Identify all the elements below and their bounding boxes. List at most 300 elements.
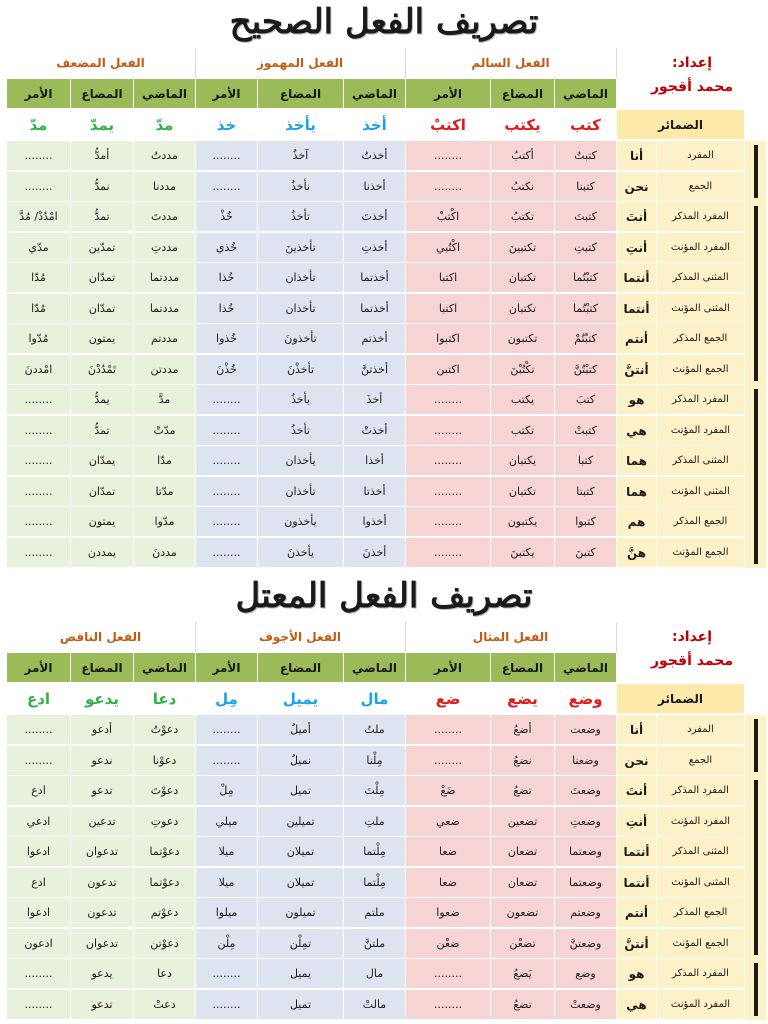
conjugation-cell: مددتم — [133, 324, 195, 354]
pronoun: أنتما — [616, 294, 656, 324]
verb-form: دعا — [133, 684, 195, 714]
conjugation-cell: تضعُ — [490, 776, 554, 806]
tense-header: الماضي — [133, 79, 195, 109]
person-side-strip — [744, 141, 766, 568]
conjugation-cell: ........ — [405, 416, 490, 446]
conjugation-cell: خُذوا — [195, 324, 257, 354]
conjugation-cell: اكتبا — [405, 263, 490, 293]
conjugation-cell: دعا — [133, 959, 195, 989]
conjugation-cell: ........ — [6, 446, 70, 476]
conjugation-cell: أخذتم — [343, 324, 405, 354]
conjugation-cell: مددتما — [133, 263, 195, 293]
conjugation-cell: مدّتا — [133, 477, 195, 507]
conjugation-cell: أخذتنَّ — [343, 355, 405, 385]
conjugation-cell: مدّا — [133, 446, 195, 476]
conjugation-cell: ........ — [405, 990, 490, 1020]
conjugation-cell: تميل — [257, 776, 343, 806]
pronoun: نحن — [616, 746, 656, 776]
conjugation-cell: نأخذُ — [257, 172, 343, 202]
table-row — [6, 141, 766, 171]
conjugation-cell: تأخذْنَ — [257, 355, 343, 385]
conjugation-cell: أخذتْ — [343, 416, 405, 446]
pronoun-description: الجمع المذكر — [656, 898, 744, 928]
section-title: الفعل الناقص — [6, 622, 196, 652]
conjugation-cell: مددتن — [133, 355, 195, 385]
table-row — [6, 507, 766, 537]
conjugation-cell: ........ — [195, 477, 257, 507]
conjugation-cell: تكتب — [490, 416, 554, 446]
table-row — [6, 959, 766, 989]
conjugation-cell: ........ — [405, 715, 490, 745]
conjugation-cell: تأخذونَ — [257, 324, 343, 354]
conjugation-cell: ميلي — [195, 807, 257, 837]
conjugation-cell: ادعوا — [6, 837, 70, 867]
conjugation-cell: ........ — [6, 959, 70, 989]
conjugation-cell: تكتبان — [490, 477, 554, 507]
conjugation-cell: تمدّان — [70, 477, 133, 507]
pronoun: أنتِ — [616, 233, 656, 263]
table-row — [6, 385, 766, 415]
pronoun: أنتما — [616, 837, 656, 867]
pronoun-description: المفرد المؤنث — [656, 807, 744, 837]
conjugation-cell: ........ — [6, 538, 70, 568]
conjugation-cell: ميلا — [195, 837, 257, 867]
table-row — [6, 324, 766, 354]
table-row — [6, 355, 766, 385]
table-row — [6, 837, 766, 867]
tense-header-row — [6, 653, 766, 683]
prepared-by-label: إعداد: — [671, 629, 713, 645]
conjugation-cell: مُدّا — [6, 294, 70, 324]
conjugation-cell: تمدّان — [70, 263, 133, 293]
section-title: الفعل المهموز — [195, 48, 406, 78]
pronoun: أنتما — [616, 263, 656, 293]
conjugation-cell: مُدّوا — [6, 324, 70, 354]
verb-form: يمدّ — [70, 110, 133, 140]
conjugation-cell: دعوْتَ — [133, 776, 195, 806]
conjugation-cell: تميلان — [257, 837, 343, 867]
pronoun-description: المفرد المؤنث — [656, 233, 744, 263]
conjugation-cell: يكتب — [490, 385, 554, 415]
conjugation-cell: نضعُ — [490, 746, 554, 776]
verb-form: اكتبْ — [405, 110, 490, 140]
conjugation-cell: ........ — [195, 416, 257, 446]
conjugation-cell: ادعي — [6, 807, 70, 837]
table-row — [6, 172, 766, 202]
tense-header: المضاع — [257, 653, 343, 683]
pronoun-description: الجمع المذكر — [656, 324, 744, 354]
conjugation-cell: مُدّا — [6, 263, 70, 293]
conjugation-cell: تدعو — [70, 990, 133, 1020]
pronoun-description: الجمع المؤنث — [656, 929, 744, 959]
conjugation-cell: مالتْ — [343, 990, 405, 1020]
conjugation-cell: ........ — [195, 715, 257, 745]
pronoun-description: المفرد المؤنث — [656, 416, 744, 446]
conjugation-cell: تميلين — [257, 807, 343, 837]
conjugation-cell: ضعا — [405, 837, 490, 867]
pronoun-description: المفرد — [656, 141, 744, 171]
conjugation-cell: يمتون — [70, 324, 133, 354]
conjugation-cell: وضعتما — [554, 837, 616, 867]
verb-form: يميل — [257, 684, 343, 714]
conjugation-cell: ........ — [6, 172, 70, 202]
verb-form: مدّ — [6, 110, 70, 140]
conjugation-cell: دعوْتُ — [133, 715, 195, 745]
conjugation-cell: ........ — [195, 990, 257, 1020]
conjugation-cell: ميلا — [195, 868, 257, 898]
person-group-bar — [754, 206, 758, 381]
conjugation-cell: مِلْتَ — [343, 776, 405, 806]
pronoun: هي — [616, 416, 656, 446]
conjugation-cell: نمدُّ — [70, 172, 133, 202]
pronoun-description: الجمع المؤنث — [656, 355, 744, 385]
conjugation-cell: دعوْتن — [133, 929, 195, 959]
conjugation-cell: ادع — [6, 776, 70, 806]
conjugation-cell: وضعنا — [554, 746, 616, 776]
conjugation-cell: خُذْنَ — [195, 355, 257, 385]
conjugation-cell: امْددنَ — [6, 355, 70, 385]
table-row — [6, 263, 766, 293]
conjugation-cell: مِلْتما — [343, 868, 405, 898]
conjugation-cell: تدعون — [70, 898, 133, 928]
pronoun: أنا — [616, 141, 656, 171]
conjugation-cell: يكتبنَ — [490, 538, 554, 568]
conjugation-cell: تمدّين — [70, 233, 133, 263]
table-row — [6, 868, 766, 898]
conjugation-cell: أميلُ — [257, 715, 343, 745]
conjugation-cell: تكتبان — [490, 263, 554, 293]
conjugation-cell: يأخذان — [257, 446, 343, 476]
conjugation-cell: مِلْنا — [343, 746, 405, 776]
verb-form: مِل — [195, 684, 257, 714]
conjugation-cell: ملتم — [343, 898, 405, 928]
conjugation-cell: يدعو — [70, 959, 133, 989]
pronoun-description: المفرد — [656, 715, 744, 745]
conjugation-cell: يأخذون — [257, 507, 343, 537]
conjugation-cell: اكْتبْ — [405, 202, 490, 232]
conjugation-cell: تأخذينَ — [257, 233, 343, 263]
conjugation-cell: ........ — [405, 385, 490, 415]
conjugation-cell: تمِلْن — [257, 929, 343, 959]
person-group-bar — [754, 389, 758, 564]
pronoun-description: المثنى المؤنث — [656, 477, 744, 507]
conjugation-cell: مدَّ — [133, 385, 195, 415]
tense-header: الأمر — [405, 79, 490, 109]
conjugation-cell: يمتون — [70, 507, 133, 537]
conjugation-cell: يكتبان — [490, 446, 554, 476]
pronoun: أنتَ — [616, 202, 656, 232]
table-row — [6, 538, 766, 568]
conjugation-cell: مِلْتما — [343, 837, 405, 867]
conjugation-cell: تكتبينَ — [490, 233, 554, 263]
pronoun: أنتما — [616, 868, 656, 898]
verb-form: يأخذ — [257, 110, 343, 140]
conjugation-cell: ضعي — [405, 807, 490, 837]
conjugation-cell: وضعتْ — [554, 990, 616, 1020]
prepared-by-label: إعداد: — [671, 55, 713, 71]
conjugation-cell: تضعْن — [490, 929, 554, 959]
conjugation-cell: خُذْ — [195, 202, 257, 232]
verb-form: خذ — [195, 110, 257, 140]
pronoun-description: المثنى المؤنث — [656, 294, 744, 324]
conjugation-cell: ملتِ — [343, 807, 405, 837]
table-row — [6, 233, 766, 263]
conjugation-cell: وضعت — [554, 715, 616, 745]
conjugation-cell: تمدّان — [70, 294, 133, 324]
conjugation-cell: تدعوان — [70, 837, 133, 867]
conjugation-cell: دعوْنا — [133, 746, 195, 776]
tense-header: الماضي — [133, 653, 195, 683]
conjugation-cell: اكتبا — [405, 294, 490, 324]
conjugation-cell: أخذتما — [343, 263, 405, 293]
conjugation-cell: ........ — [6, 746, 70, 776]
author-name: محمد أقجور — [651, 653, 733, 669]
table-row — [6, 746, 766, 776]
conjugation-cell: أخذوا — [343, 507, 405, 537]
pronoun: نحن — [616, 172, 656, 202]
pronouns-header: الضمائر — [616, 110, 744, 140]
verb-form: ضع — [405, 684, 490, 714]
conjugation-cell: مِلْن — [195, 929, 257, 959]
conjugation-cell: اكتبوا — [405, 324, 490, 354]
pronoun: أنتِ — [616, 807, 656, 837]
conjugation-cell: دعتْ — [133, 990, 195, 1020]
table-row — [6, 898, 766, 928]
conjugation-cell: أخذنَ — [343, 538, 405, 568]
conjugation-cell: تميلون — [257, 898, 343, 928]
conjugation-cell: أضعُ — [490, 715, 554, 745]
conjugation-cell: نكتبُ — [490, 172, 554, 202]
conjugation-cell: مددتِ — [133, 233, 195, 263]
conjugation-cell: ........ — [405, 477, 490, 507]
conjugation-cell: أخذتُ — [343, 141, 405, 171]
table-row — [6, 929, 766, 959]
verb-form: أخذ — [343, 110, 405, 140]
conjugation-cell: تأخذُ — [257, 202, 343, 232]
conjugation-cell: أدعو — [70, 715, 133, 745]
conjugation-cell: أخذتَ — [343, 202, 405, 232]
conjugation-cell: يمدُّ — [70, 385, 133, 415]
verb-form: مال — [343, 684, 405, 714]
tense-header: الأمر — [6, 79, 70, 109]
conjugation-cell: تدعو — [70, 776, 133, 806]
conjugation-cell: ادعون — [6, 929, 70, 959]
conjugation-cell: تأخذُ — [257, 416, 343, 446]
conjugation-cell: دعوتِ — [133, 807, 195, 837]
pronoun: هما — [616, 446, 656, 476]
table-row — [6, 776, 766, 806]
conjugation-cell: ندعو — [70, 746, 133, 776]
conjugation-cell: ........ — [195, 538, 257, 568]
conjugation-cell: مدّي — [6, 233, 70, 263]
pronouns-header: الضمائر — [616, 684, 744, 714]
table-row — [6, 990, 766, 1020]
conjugation-cell: تضعان — [490, 837, 554, 867]
pronoun-description: المفرد المذكر — [656, 959, 744, 989]
verb-form: يدعو — [70, 684, 133, 714]
tense-header: الأمر — [405, 653, 490, 683]
conjugation-cell: ........ — [405, 507, 490, 537]
conjugation-cell: كتبنَ — [554, 538, 616, 568]
conjugation-cell: يأخذنَ — [257, 538, 343, 568]
conjugation-cell: مدّتْ — [133, 416, 195, 446]
conjugation-cell: تضعين — [490, 807, 554, 837]
conjugation-cell: ........ — [6, 715, 70, 745]
conjugation-cell: ........ — [405, 538, 490, 568]
conjugation-cell: تكْتُبْنَ — [490, 355, 554, 385]
conjugation-cell: ........ — [195, 446, 257, 476]
conjugation-cell: تَمْدُدْنَ — [70, 355, 133, 385]
pronoun-description: المفرد المذكر — [656, 776, 744, 806]
author-name: محمد أقجور — [651, 79, 733, 95]
conjugation-cell: تكتبان — [490, 294, 554, 324]
verb-form: يكتب — [490, 110, 554, 140]
conjugation-cell: ........ — [405, 141, 490, 171]
tense-header: المضاع — [490, 79, 554, 109]
conjugation-cell: ضعْن — [405, 929, 490, 959]
conjugation-cell: أخذَ — [343, 385, 405, 415]
person-group-bar — [754, 963, 758, 1016]
pronoun-description: المفرد المؤنث — [656, 990, 744, 1020]
conjugation-cell: يميل — [257, 959, 343, 989]
conjugation-cell: تضعون — [490, 898, 554, 928]
verb-form: يضع — [490, 684, 554, 714]
tense-header-row — [6, 79, 766, 109]
conjugation-cell: ........ — [195, 959, 257, 989]
pronoun: أنا — [616, 715, 656, 745]
table-row — [6, 477, 766, 507]
tense-header: المضاع — [257, 79, 343, 109]
conjugation-cell: تضعُ — [490, 990, 554, 1020]
section-title: الفعل المضعف — [6, 48, 196, 78]
conjugation-cell: ........ — [6, 141, 70, 171]
pronoun-description: الجمع — [656, 746, 744, 776]
conjugation-cell: كتبَ — [554, 385, 616, 415]
conjugation-cell: ........ — [6, 416, 70, 446]
table-row — [6, 446, 766, 476]
tense-header: الأمر — [6, 653, 70, 683]
conjugation-cell: دعوْتما — [133, 837, 195, 867]
conjugation-cell: وضع — [554, 959, 616, 989]
conjugation-cell: تمدُّ — [70, 416, 133, 446]
conjugation-cell: ........ — [405, 446, 490, 476]
conjugation-cell: أخذتما — [343, 294, 405, 324]
conjugation-cell: أخذتِ — [343, 233, 405, 263]
conjugation-cell: نميلُ — [257, 746, 343, 776]
conjugation-cell: كتبْتُما — [554, 294, 616, 324]
conjugation-cell: امْدُدْ/ مُدَّ — [6, 202, 70, 232]
conjugation-cell: تدعين — [70, 807, 133, 837]
conjugation-cell: يَضعُ — [490, 959, 554, 989]
tense-header: الأمر — [195, 79, 257, 109]
conjugation-cell: ........ — [195, 172, 257, 202]
verb-row — [6, 684, 766, 714]
pronoun-description: المفرد المذكر — [656, 385, 744, 415]
conjugation-cell: اكْتُبي — [405, 233, 490, 263]
pronoun-description: المثنى المذكر — [656, 837, 744, 867]
conjugation-cell: ........ — [6, 507, 70, 537]
conjugation-cell: يمددن — [70, 538, 133, 568]
conjugation-cell: خُذا — [195, 294, 257, 324]
pronoun-description: المثنى المؤنث — [656, 868, 744, 898]
conjugation-cell: كتبْتُما — [554, 263, 616, 293]
conjugation-cell: مدّوا — [133, 507, 195, 537]
conjugation-cell: ........ — [195, 385, 257, 415]
conjugation-cell: خُذي — [195, 233, 257, 263]
table-row — [6, 294, 766, 324]
conjugation-cell: كتبتِ — [554, 233, 616, 263]
conjugation-cell: ........ — [195, 507, 257, 537]
conjugation-cell: وضعتنَّ — [554, 929, 616, 959]
conjugation-cell: كتبتا — [554, 477, 616, 507]
tense-header: الماضي — [554, 653, 616, 683]
conjugation-cell: تمدُّ — [70, 202, 133, 232]
conjugation-cell: كتبْتُنَّ — [554, 355, 616, 385]
verb-form: مدّ — [133, 110, 195, 140]
page-title-motal: تصريف الفعل المعتل — [235, 576, 533, 616]
pronoun-description: الجمع المذكر — [656, 507, 744, 537]
conjugation-cell: تكتبُ — [490, 202, 554, 232]
table-row — [6, 202, 766, 232]
pronoun: أنتم — [616, 898, 656, 928]
conjugation-cell: ........ — [405, 172, 490, 202]
verb-row — [6, 110, 766, 140]
person-group-bar — [754, 780, 758, 955]
conjugation-cell: ضَعْ — [405, 776, 490, 806]
pronoun: أنتم — [616, 324, 656, 354]
conjugation-cell: أخذنا — [343, 172, 405, 202]
table-row — [6, 715, 766, 745]
conjugation-cell: ضعا — [405, 868, 490, 898]
conjugation-cell: ........ — [405, 959, 490, 989]
conjugation-cell: تأخذان — [257, 263, 343, 293]
conjugation-cell: أمدُّ — [70, 141, 133, 171]
conjugation-cell: وضعتِ — [554, 807, 616, 837]
pronoun-description: الجمع — [656, 172, 744, 202]
table-row — [6, 416, 766, 446]
conjugation-cell: مِلْ — [195, 776, 257, 806]
conjugation-cell: تميلان — [257, 868, 343, 898]
conjugation-cell: ملتنَّ — [343, 929, 405, 959]
person-group-bar — [754, 719, 758, 772]
conjugation-cell: ادعوا — [6, 898, 70, 928]
conjugation-cell: أخذتا — [343, 477, 405, 507]
pronoun: هم — [616, 507, 656, 537]
verb-form: ادع — [6, 684, 70, 714]
pronoun: أنتَ — [616, 776, 656, 806]
tense-header: المضاع — [490, 653, 554, 683]
section-title: الفعل المثال — [405, 622, 617, 652]
conjugation-cell: اكتبن — [405, 355, 490, 385]
conjugation-cell: كتبتَ — [554, 202, 616, 232]
pronoun-description: المثنى المذكر — [656, 263, 744, 293]
conjugation-cell: وضعتَ — [554, 776, 616, 806]
conjugation-cell: تدعون — [70, 868, 133, 898]
conjugation-cell: ........ — [6, 990, 70, 1020]
conjugation-cell: كتبنا — [554, 172, 616, 202]
pronoun: أنتنَّ — [616, 355, 656, 385]
conjugation-cell: تضعان — [490, 868, 554, 898]
conjugation-cell: مال — [343, 959, 405, 989]
conjugation-cell: تأخذان — [257, 477, 343, 507]
tense-header: الأمر — [195, 653, 257, 683]
conjugation-cell: ........ — [195, 141, 257, 171]
conjugation-cell: تدعوان — [70, 929, 133, 959]
conjugation-cell: ضعوا — [405, 898, 490, 928]
conjugation-cell: كتبتْ — [554, 416, 616, 446]
pronoun: هما — [616, 477, 656, 507]
tense-header: الماضي — [343, 653, 405, 683]
